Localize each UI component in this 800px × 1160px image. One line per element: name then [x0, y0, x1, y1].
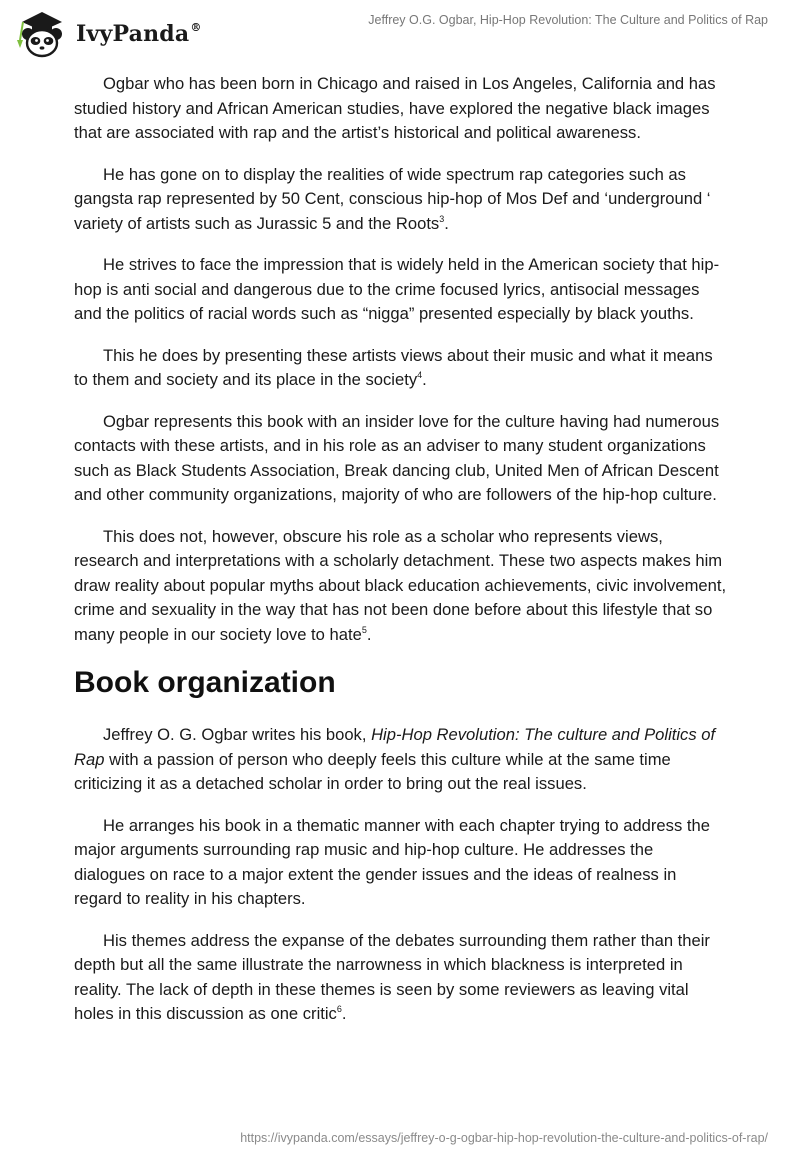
paragraph: He arranges his book in a thematic manner with each chapter trying to address the major arguments surrounding rap music and hip-hop culture. He addresses the dialogues on race to a major extent the gender issues and the ideas of realness in regard to reality in his chapters. — [74, 815, 710, 908]
footnote-ref[interactable]: 4 — [417, 370, 423, 380]
essay-content — [74, 72, 728, 1044]
document-title: Jeffrey O.G. Ogbar, Hip-Hop Revolution: The Culture and Politics of Rap — [368, 13, 768, 27]
paragraph: He has gone on to display the realities of wide spectrum rap categories such as gangsta rap represented by 50 Cent, conscious hip-hop of Mos Def and ‘underground ‘ variety of artists such as Jurassic 5 and the Roots$^3$. — [74, 164, 711, 233]
panda-graduation-cap-icon — [14, 8, 70, 60]
footnote-ref[interactable]: 6 — [336, 1004, 342, 1014]
footnote-ref[interactable]: 5 — [361, 624, 367, 635]
paragraph: Ogbar represents this book with an insider love for the culture having had numerous contacts with these artists, and in his role as an adviser to many student organizations such as Black Students Association, Break dancing club, United Men of African Descent and other community organizations, majority of who are followers of the hip-hop culture. — [74, 411, 720, 504]
paragraph: This does not, however, obscure his role as a scholar who represents views, research and interpretations with a scholarly detachment. These two aspects makes him draw reality about popular myths about black education achievements, civic involvement, crime and sexuality in the way that has not been done before about this lifestyle that so many people in our society love to hate$^5$. — [74, 526, 727, 644]
footnote-ref[interactable]: 3 — [439, 213, 445, 224]
source-url[interactable]: https://ivypanda.com/essays/jeffrey-o-g-ogbar-hip-hop-revolution-the-culture-and-politics-of-rap/ — [240, 1131, 768, 1145]
section-heading: Book organization — [74, 666, 336, 699]
ivypanda-logo[interactable] — [14, 8, 202, 60]
paragraph: This he does by presenting these artists views about their music and what it means to them and society and its place in the society$^4$. — [74, 345, 713, 389]
registered-mark: ® — [190, 21, 202, 34]
paragraph: Jeffrey O. G. Ogbar writes his book, Hip-Hop Revolution: The culture and Politics of Rap with a passion of person who deeply feels this culture while at the same time criticizing it as a detached scholar in order to bring out the real issues. — [74, 725, 716, 793]
book-title: Hip-Hop Revolution: The culture and Politics of Rap — [74, 725, 716, 769]
paragraph: His themes address the expanse of the debates surrounding them rather than their depth but all the same illustrate the narrowness in which blackness is interpreted in reality. The lack of depth in these themes is seen by some reviewers as leaving vital holes in this discussion as one critic$^6$. — [74, 930, 710, 1023]
paragraph: He strives to face the impression that is widely held in the American society that hip-hop is anti social and dangerous due to the crime focused lyrics, antisocial messages and the politics of racial words such as “nigga” presented especially by black youths. — [74, 255, 720, 323]
brand-name: IvyPanda® — [76, 21, 202, 47]
page-header — [0, 0, 800, 66]
paragraph: Ogbar who has been born in Chicago and raised in Los Angeles, California and has studied history and African American studies, have explored the negative black images that are associated with rap and the artist’s historical and political awareness. — [74, 74, 716, 142]
